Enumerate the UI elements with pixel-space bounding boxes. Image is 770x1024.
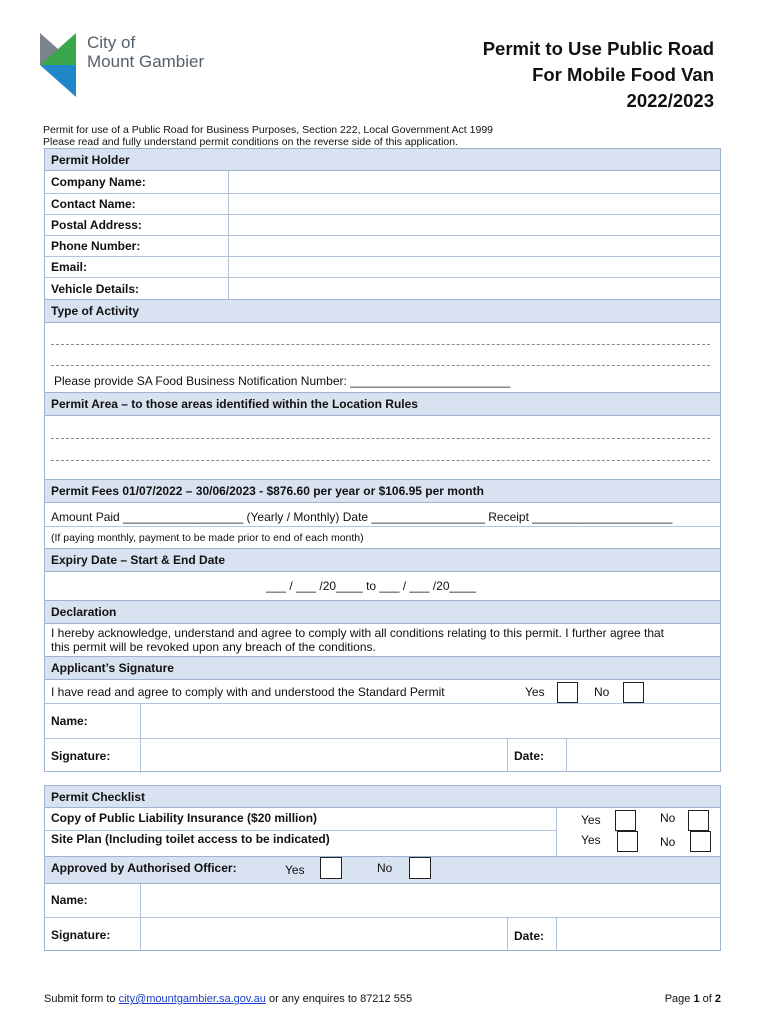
title-line-2: For Mobile Food Van	[532, 64, 714, 85]
agree-yes-checkbox[interactable]	[557, 682, 578, 703]
page-total: 2	[714, 993, 721, 1005]
declaration-heading: Declaration	[45, 600, 720, 624]
logo-text	[87, 33, 204, 71]
checklist-item-insurance: Copy of Public Liability Insurance ($20 million)	[51, 811, 318, 825]
application-form	[44, 148, 721, 772]
declaration-line-1: I hereby acknowledge, understand and agree to comply with all conditions relating to this permit. I further agree that	[51, 626, 665, 640]
page-number	[665, 993, 721, 1005]
officer-date-divider-left	[507, 917, 508, 950]
email-row[interactable]	[45, 256, 720, 277]
logo-line-1: City of	[87, 33, 136, 52]
approval-yes-checkbox[interactable]	[320, 857, 342, 879]
contact-name-label: Contact Name:	[51, 197, 136, 211]
fees-note-row	[45, 526, 720, 548]
applicant-date-label: Date:	[514, 749, 545, 763]
agree-no-checkbox[interactable]	[623, 682, 644, 703]
officer-date-field[interactable]	[557, 918, 720, 951]
insurance-yes-label: Yes	[581, 813, 601, 827]
activity-line-1[interactable]	[51, 344, 710, 345]
footer-submit	[44, 993, 412, 1005]
agree-yes-label: Yes	[525, 685, 545, 699]
declaration-line-2: this permit will be revoked upon any breach of the conditions.	[51, 640, 376, 654]
agree-no-label: No	[594, 685, 610, 699]
fees-note: (If paying monthly, payment to be made prior to end of each month)	[51, 531, 364, 544]
page-of: of	[699, 993, 715, 1005]
phone-number-row[interactable]	[45, 235, 720, 256]
title-line-3: 2022/2023	[626, 90, 714, 111]
site-plan-row	[45, 830, 556, 831]
intro-line-2: Please read and fully understand permit conditions on the reverse side of this application.	[43, 136, 458, 148]
title-line-1: Permit to Use Public Road	[482, 38, 714, 59]
applicant-signature-field[interactable]	[141, 739, 507, 773]
food-notification-text: Please provide SA Food Business Notification Number: ________________________	[54, 374, 511, 388]
approval-label: Approved by Authorised Officer:	[51, 861, 237, 875]
fees-heading: Permit Fees 01/07/2022 – 30/06/2023 - $876.60 per year or $106.95 per month	[45, 479, 720, 503]
permit-holder-heading: Permit Holder	[45, 149, 720, 171]
footer-submit-suffix: or any enquires to 87212 555	[265, 993, 413, 1005]
page-current: 1	[693, 993, 700, 1005]
contact-name-row[interactable]	[45, 193, 720, 214]
officer-signature-field[interactable]	[141, 918, 507, 951]
company-name-row[interactable]	[45, 171, 720, 193]
area-line-1[interactable]	[51, 438, 710, 439]
approval-yes-label: Yes	[285, 863, 305, 877]
checklist-divider	[556, 808, 557, 856]
activity-line-2[interactable]	[51, 365, 710, 366]
postal-address-row[interactable]	[45, 214, 720, 235]
logo-mark-icon	[40, 33, 80, 97]
document-title	[483, 36, 714, 114]
council-logo	[40, 33, 80, 97]
postal-address-label: Postal Address:	[51, 218, 142, 232]
officer-name-field[interactable]	[141, 883, 720, 917]
footer-submit-prefix: Submit form to	[44, 993, 119, 1005]
site-plan-yes-checkbox[interactable]	[617, 831, 638, 852]
officer-signature-label: Signature:	[51, 928, 111, 942]
checklist-heading: Permit Checklist	[45, 786, 720, 808]
intro-line-1: Permit for use of a Public Road for Business Purposes, Section 222, Local Government Act 1999	[43, 124, 493, 136]
officer-date-label: Date:	[514, 929, 545, 943]
site-plan-yes-label: Yes	[581, 833, 601, 847]
footer-email-link[interactable]: city@mountgambier.sa.gov.au	[118, 993, 266, 1005]
vehicle-details-row[interactable]	[45, 277, 720, 299]
expiry-heading: Expiry Date – Start & End Date	[45, 548, 720, 572]
activity-heading: Type of Activity	[45, 299, 720, 323]
office-use-form	[44, 785, 721, 951]
page-prefix: Page	[664, 993, 694, 1005]
intro-text	[43, 124, 493, 148]
phone-number-label: Phone Number:	[51, 239, 141, 253]
email-label: Email:	[51, 260, 88, 274]
checklist-item-site-plan: Site Plan (Including toilet access to be indicated)	[51, 832, 330, 846]
insurance-yes-checkbox[interactable]	[615, 810, 636, 831]
approval-no-checkbox[interactable]	[409, 857, 431, 879]
signature-heading: Applicant’s Signature	[45, 656, 720, 680]
amount-paid-line[interactable]: Amount Paid __________________ (Yearly / Monthly) Date _________________ Receipt _____________________	[51, 510, 673, 524]
insurance-no-checkbox[interactable]	[688, 810, 709, 831]
applicant-signature-label: Signature:	[51, 749, 111, 763]
applicant-name-label: Name:	[51, 714, 88, 728]
company-name-label: Company Name:	[51, 175, 146, 189]
site-plan-no-label: No	[660, 835, 676, 849]
officer-name-label: Name:	[51, 892, 88, 907]
applicant-date-field[interactable]	[567, 739, 720, 773]
area-line-2[interactable]	[51, 460, 710, 461]
agree-text: I have read and agree to comply with and understood the Standard Permit	[51, 685, 445, 699]
logo-line-2: Mount Gambier	[87, 52, 205, 71]
approval-no-label: No	[377, 861, 393, 875]
site-plan-no-checkbox[interactable]	[690, 831, 711, 852]
applicant-date-divider-left	[507, 738, 508, 771]
vehicle-details-label: Vehicle Details:	[51, 281, 140, 296]
insurance-no-label: No	[660, 811, 676, 825]
permit-area-heading: Permit Area – to those areas identified within the Location Rules	[45, 392, 720, 416]
applicant-name-field[interactable]	[141, 704, 720, 738]
expiry-dates[interactable]: ___ / ___ /20____ to ___ / ___ /20____	[266, 579, 477, 593]
